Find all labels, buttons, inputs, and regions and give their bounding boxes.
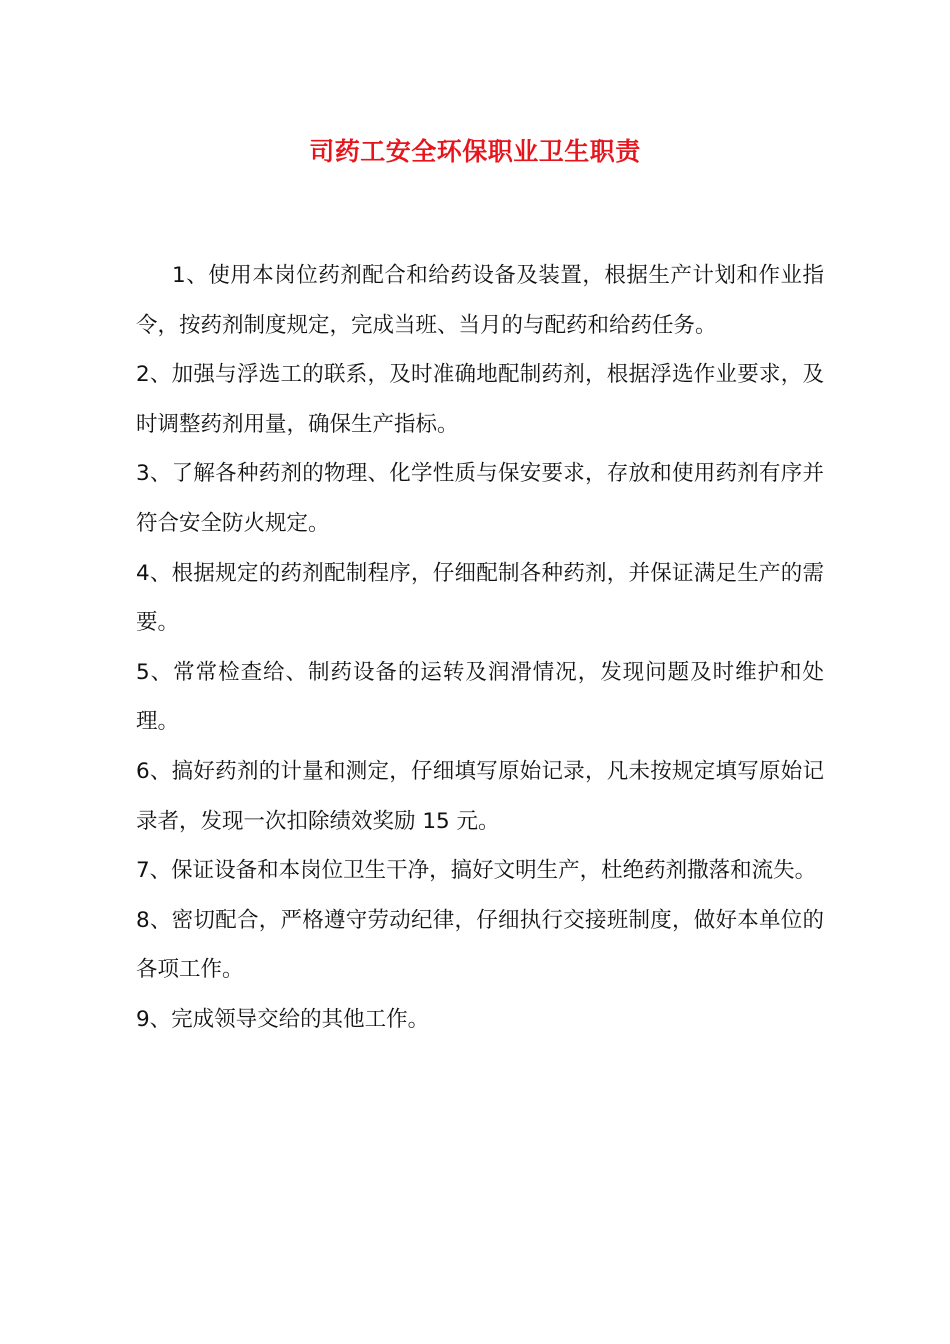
duty-item-2: 2、加强与浮选工的联系，及时准确地配制药剂，根据浮选作业要求，及时调整药剂用量，确保生产指标。 xyxy=(136,362,824,437)
duty-item-1: 1、使用本岗位药剂配合和给药设备及装置，根据生产计划和作业指令，按药剂制度规定，完成当班、当月的与配药和给药任务。 xyxy=(136,263,824,338)
duty-item-8: 8、密切配合，严格遵守劳动纪律，仔细执行交接班制度，做好本单位的各项工作。 xyxy=(136,907,824,983)
duty-list xyxy=(136,251,824,1045)
duty-item-4: 4、根据规定的药剂配制程序，仔细配制各种药剂，并保证满足生产的需要。 xyxy=(136,560,824,636)
duty-item-7: 7、保证设备和本岗位卫生干净，搞好文明生产，杜绝药剂撒落和流失。 xyxy=(136,858,817,884)
document-title: 司药工安全环保职业卫生职责 xyxy=(309,137,641,166)
duty-item-5: 5、常常检查给、制药设备的运转及润滑情况，发现问题及时维护和处理。 xyxy=(136,659,824,735)
duty-item-9: 9、完成领导交给的其他工作。 xyxy=(136,1006,430,1032)
duty-item-3: 3、了解各种药剂的物理、化学性质与保安要求，存放和使用药剂有序并符合安全防火规定。 xyxy=(136,461,824,536)
duty-item-6: 6、搞好药剂的计量和测定，仔细填写原始记录，凡未按规定填写原始记录者，发现一次扣除绩效奖励 15 元。 xyxy=(136,758,824,834)
